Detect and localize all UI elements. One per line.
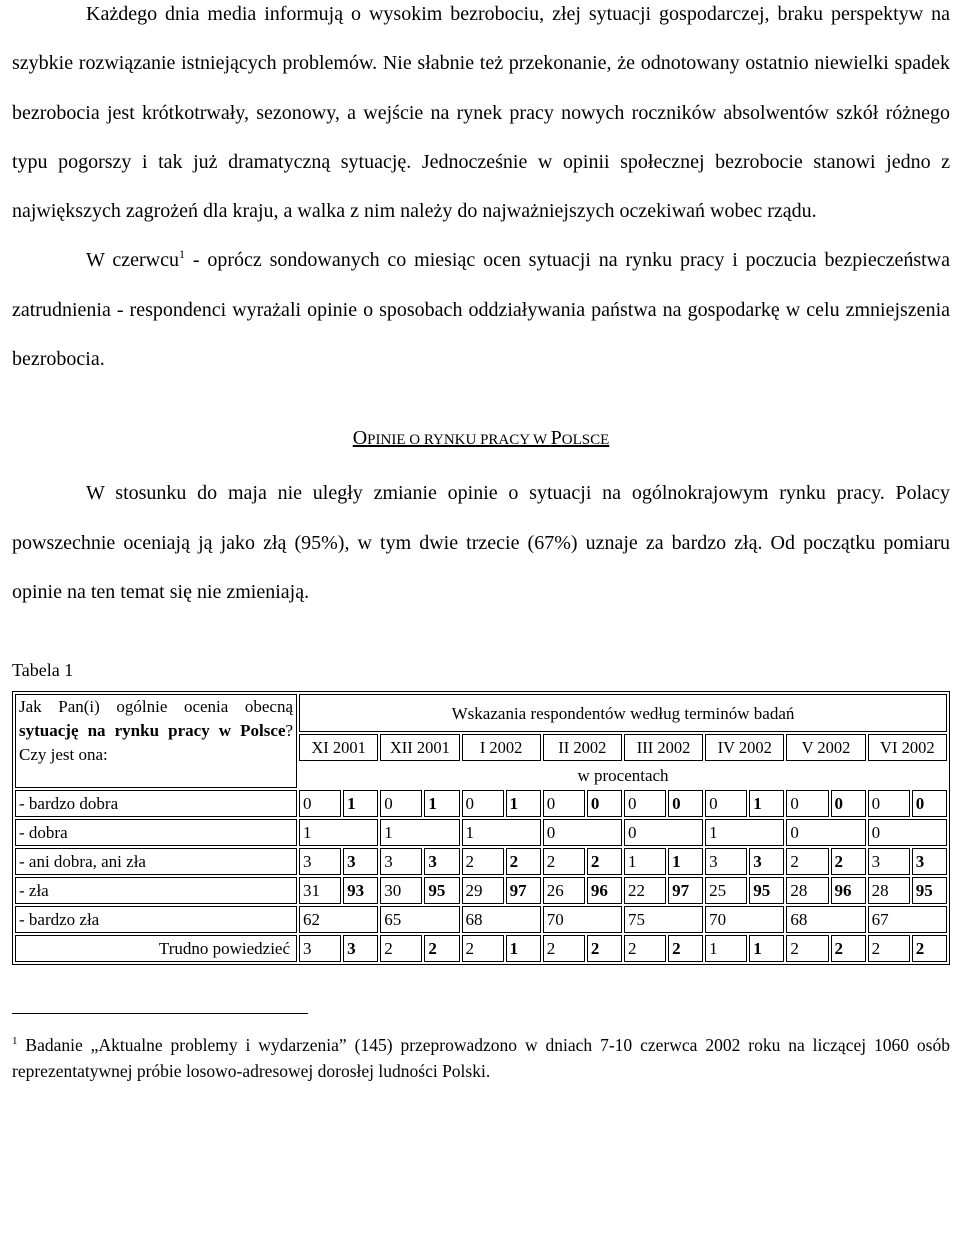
table-cell: 68 [786,906,865,933]
row-label: - dobra [15,819,297,846]
table-cell: 1 [462,819,541,846]
table-cell: 1 [343,790,378,817]
table-cell: 70 [543,906,622,933]
table-cell: 2 [831,848,866,875]
table-cell: 3 [343,935,378,962]
table-cell: 0 [868,790,910,817]
row-label: - ani dobra, ani zła [15,848,297,875]
table-cell: 96 [831,877,866,904]
table-cell: 2 [668,935,703,962]
table-cell: 2 [462,935,504,962]
table-row [15,877,947,904]
table-cell: 2 [380,935,422,962]
table-row [15,935,947,962]
table-cell: 62 [299,906,378,933]
table-cell: 0 [831,790,866,817]
paragraph-intro: Każdego dnia media informują o wysokim bezrobociu, złej sytuacji gospodarczej, braku perspektyw na szybkie rozwiązanie istniejących problemów. Nie słabnie też przekonanie, że odnotowany ostatnio niewielki spadek bezrobocia jest krótkotrwały, sezonowy, a wejście na rynek pracy nowych roczników absolwentów szkół różnego typu pogorszy i tak już dramatyczną sytuację. Jednocześnie w opinii społecznej bezrobocie stanowi jedno z największych zagrożeń dla kraju, a walka z nim należy do najważniejszych oczekiwań wobec rządu. [12,3,950,223]
table-cell: 0 [912,790,947,817]
paragraph-june-text-start: W czerwcu [86,249,179,272]
table-cell: 67 [868,906,947,933]
table-cell: 3 [424,848,459,875]
table-cell: 96 [587,877,622,904]
table-cell: 1 [624,848,666,875]
table-cell: 97 [668,877,703,904]
table-cell: 0 [786,790,828,817]
unit-cell: w procentach [577,766,669,786]
table-cell: 1 [749,790,784,817]
row-label: - bardzo zła [15,906,297,933]
table-cell: 0 [705,790,747,817]
table-cell: 29 [462,877,504,904]
table-cell: 0 [668,790,703,817]
table-cell: 0 [868,819,947,846]
table-cell: 3 [868,848,910,875]
period-cell: III 2002 [624,734,703,761]
period-cell: IV 2002 [705,734,784,761]
table-cell: 3 [380,848,422,875]
table-cell: 0 [624,790,666,817]
table-cell: 68 [462,906,541,933]
footnote-number: 1 [12,1035,18,1048]
table-cell: 28 [786,877,828,904]
table-cell: 3 [912,848,947,875]
question-cell [15,694,297,788]
table-cell: 31 [299,877,341,904]
table-cell: 0 [624,819,703,846]
footnote-text: Badanie „Aktualne problemy i wydarzenia” (145) przeprowadzono w dniach 7-10 czerwca 2002 roku na liczącej 1060 osób reprezentatywnej próbie losowo-adresowej dorosłej ludności Polski. [12,1035,950,1082]
table-cell: 2 [462,848,504,875]
period-cell: V 2002 [786,734,865,761]
table-cell: 22 [624,877,666,904]
table-cell: 2 [868,935,910,962]
table-container [12,691,950,965]
table-cell: 1 [705,935,747,962]
table-cell: 97 [506,877,541,904]
table-cell: 2 [831,935,866,962]
table-cell: 25 [705,877,747,904]
table-header-row [15,694,947,732]
table-cell: 65 [380,906,459,933]
table-cell: 0 [543,819,622,846]
table-cell: 0 [786,819,865,846]
paragraph-june-survey [12,236,950,384]
heading-smallcaps-2: OLSCE [561,432,610,449]
period-cell: XII 2001 [380,734,459,761]
row-label: - zła [15,877,297,904]
table-cell: 70 [705,906,784,933]
table-cell: 75 [624,906,703,933]
row-label: - bardzo dobra [15,790,297,817]
table-cell: 2 [786,935,828,962]
question-text-bold: sytuację na rynku pracy w Polsce [19,721,286,741]
question-text-c: ? Czy jest ona: [19,721,294,765]
table-cell: 1 [299,819,378,846]
table-cell: 0 [462,790,504,817]
table-label: Tabela 1 [12,660,74,681]
table-cell: 0 [543,790,585,817]
table-cell: 1 [506,935,541,962]
table-cell: 93 [343,877,378,904]
table-cell: 95 [749,877,784,904]
footnote-ref: 1 [178,247,185,262]
footnote-rule [12,1013,308,1014]
table-cell: 1 [705,819,784,846]
paragraph-opinions: W stosunku do maja nie uległy zmianie opinie o sytuacji na ogólnokrajowym rynku pracy. Polacy powszechnie oceniają ją jako złą (95%), w tym dwie trzecie (67%) uznaje za bardzo złą. Od początku pomiaru opinie na ten temat się nie zmieniają. [12,482,950,603]
table-cell: 95 [424,877,459,904]
table-cell: 1 [506,790,541,817]
row-label: Trudno powiedzieć [15,935,297,962]
table-cell: 0 [299,790,341,817]
table-row [15,848,947,875]
table-cell: 3 [749,848,784,875]
heading-initial-p: P [550,427,562,450]
section-heading [12,425,950,453]
paragraph-june-text-end: - oprócz sondowanych co miesiąc ocen sytuacji na rynku pracy i poczucia bezpieczeństwa zatrudnienia - respondenci wyrażali opinie o sposobach oddziaływania państwa na gospodarkę w celu zmniejszenia bezrobocia. [12,249,950,371]
table-row [15,819,947,846]
header-cell: Wskazania respondentów według terminów badań [299,694,947,732]
table-cell: 3 [343,848,378,875]
table-cell: 2 [912,935,947,962]
table-cell: 3 [705,848,747,875]
table-row [15,790,947,817]
table-cell: 2 [543,848,585,875]
document-page [12,0,950,1084]
period-cell: VI 2002 [868,734,947,761]
period-cell: I 2002 [462,734,541,761]
footnote [12,1032,950,1084]
table-cell: 3 [299,848,341,875]
table-cell: 95 [912,877,947,904]
period-cell: XI 2001 [299,734,378,761]
question-text-a: Jak Pan(i) ogólnie ocenia obecną [19,697,294,717]
table-cell: 2 [786,848,828,875]
table-row [15,906,947,933]
table-cell: 1 [380,819,459,846]
table-cell: 2 [543,935,585,962]
table-cell: 1 [749,935,784,962]
table-cell: 2 [587,935,622,962]
table-cell: 28 [868,877,910,904]
heading-initial-o: O [352,427,368,450]
table-cell: 0 [587,790,622,817]
table-cell: 1 [424,790,459,817]
table-cell: 2 [587,848,622,875]
table-cell: 3 [299,935,341,962]
heading-smallcaps-1: PINIE O RYNKU PRACY W [367,432,551,449]
table-cell: 1 [668,848,703,875]
opinion-table [12,691,950,965]
table-cell: 2 [624,935,666,962]
table-cell: 2 [424,935,459,962]
table-cell: 0 [380,790,422,817]
table-cell: 26 [543,877,585,904]
table-cell: 30 [380,877,422,904]
period-cell: II 2002 [543,734,622,761]
table-cell: 2 [506,848,541,875]
